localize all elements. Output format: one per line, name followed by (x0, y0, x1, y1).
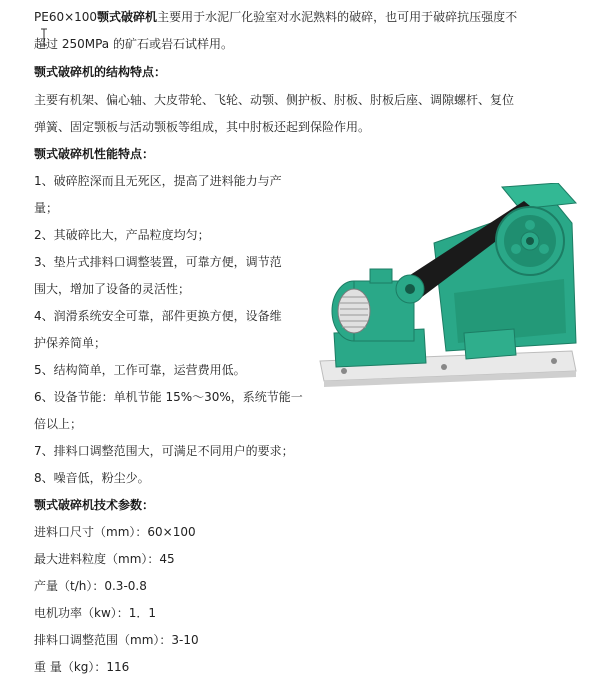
performance-line: 3、垫片式排料口调整装置，可靠方便，调节范 (34, 255, 282, 269)
performance-line: 围大，增加了设备的灵活性； (34, 282, 191, 296)
spec-line: 重 量（kg）：116 (34, 660, 130, 674)
performance-line: 护保养简单； (34, 336, 107, 350)
performance-line: 6、设备节能：单机节能 15%～30%，系统节能一 (34, 390, 303, 404)
performance-line: 5、结构简单，工作可靠，运营费用低。 (34, 363, 246, 377)
spec-line: 产量（t/h）：0.3-0.8 (34, 579, 147, 593)
specs-heading: 颚式破碎机技术参数： (34, 498, 155, 512)
performance-line: 量； (34, 201, 59, 215)
structure-line-2: 弹簧、固定颚板与活动颚板等组成，其中肘板还起到保险作用。 (34, 120, 371, 134)
structure-line-1: 主要有机架、偏心轴、大皮带轮、飞轮、动颚、侧护板、肘板、肘板后座、调隙螺杆、复位 (34, 93, 515, 107)
performance-line: 4、润滑系统安全可靠，部件更换方便，设备维 (34, 309, 282, 323)
spec-line: 排料口调整范围（mm）：3-10 (34, 633, 199, 647)
performance-line: 1、破碎腔深而且无死区，提高了进料能力与产 (34, 174, 282, 188)
intro-text: 主要用于水泥厂化验室对水泥熟料的破碎，也可用于破碎抗压强度不 (157, 10, 518, 24)
product-name: 颚式破碎机 (97, 10, 158, 24)
performance-line: 2、其破碎比大，产品粒度均匀； (34, 228, 210, 242)
text-cursor-icon (39, 28, 49, 46)
spec-line: 电机功率（kw）：1．1 (34, 606, 157, 620)
performance-heading: 颚式破碎机性能特点： (34, 147, 155, 161)
structure-heading: 颚式破碎机的结构特点： (34, 65, 167, 79)
model-number: PE60×100 (34, 10, 98, 24)
performance-line: 8、噪音低，粉尘少。 (34, 471, 150, 485)
spec-line: 最大进料粒度（mm）：45 (34, 552, 175, 566)
spec-line: 进料口尺寸（mm）：60×100 (34, 525, 196, 539)
intro-line-2: 超过 250MPa 的矿石或岩石试样用。 (34, 37, 233, 51)
jaw-crusher-photo (314, 183, 584, 390)
performance-line: 倍以上； (34, 417, 83, 431)
performance-line: 7、排料口调整范围大，可满足不同用户的要求； (34, 444, 294, 458)
intro-line-1 (34, 9, 517, 25)
